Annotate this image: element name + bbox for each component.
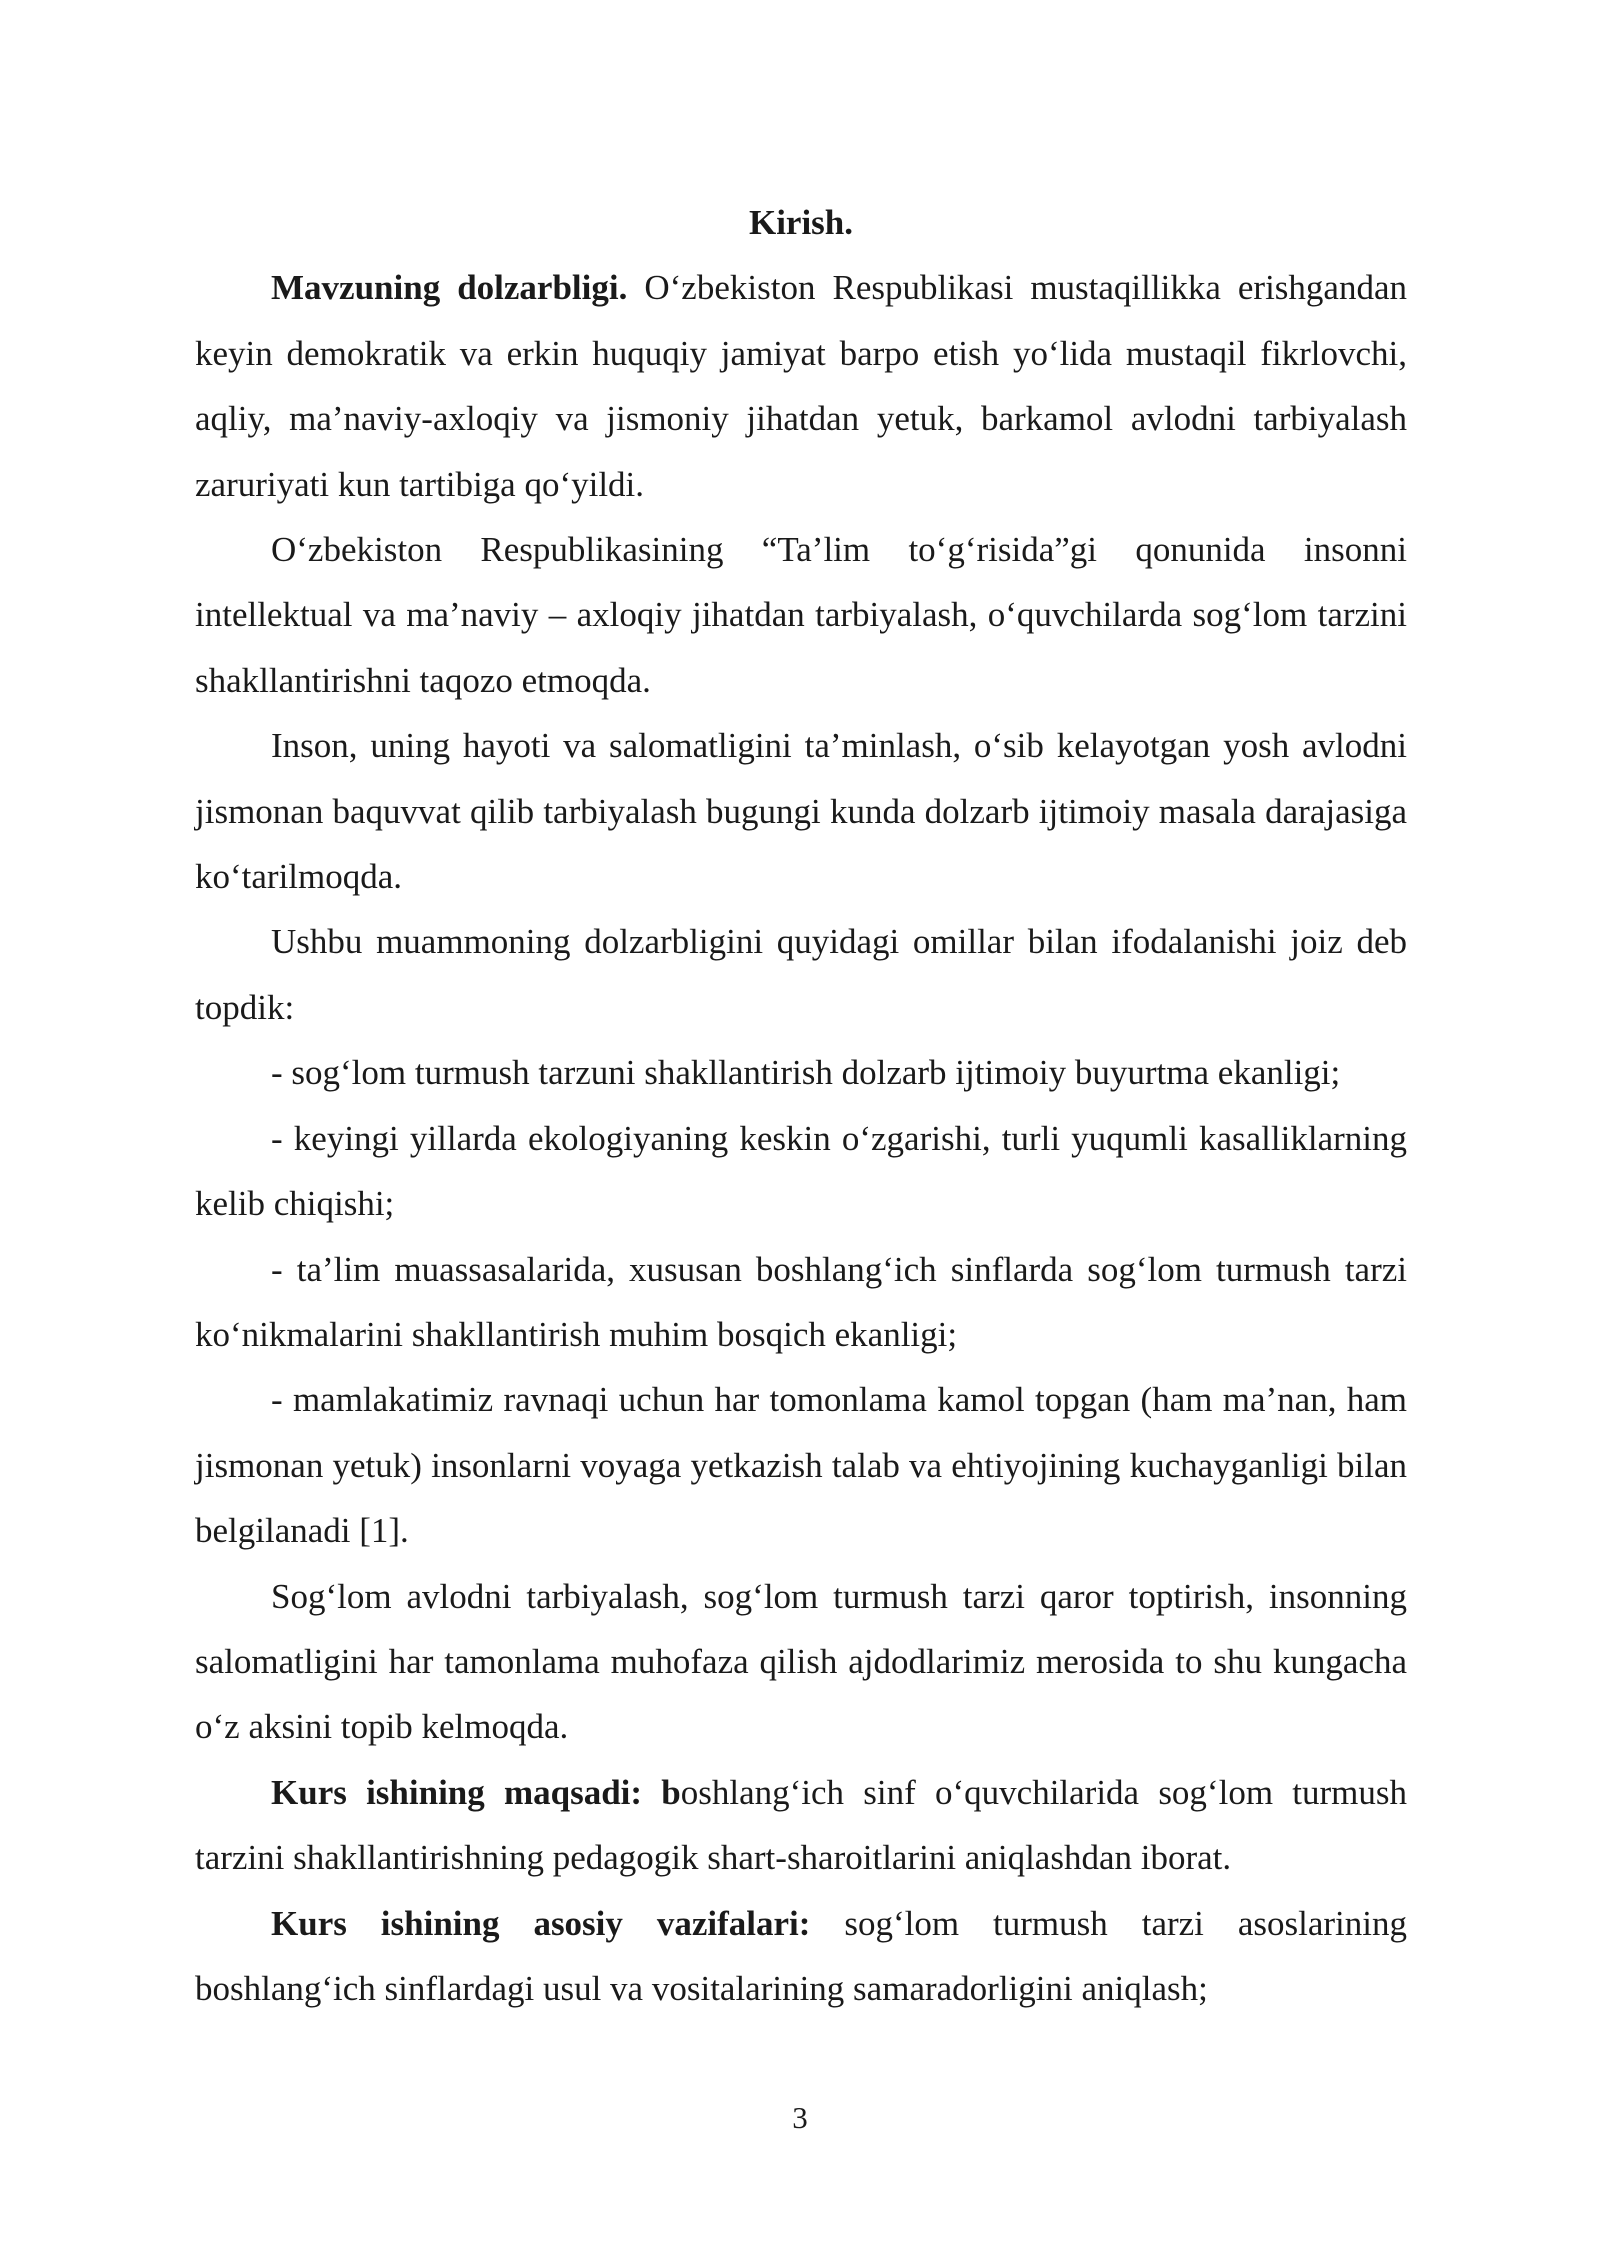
- paragraph-lead: Mavzuning dolzarbligi.: [271, 268, 628, 308]
- paragraph-text: - ta’lim muassasalarida, xususan boshlang‘ich sinflarda sog‘lom turmush tarzi ko‘nikmalarini shakllantirish muhim bosqich ekanligi;: [195, 1249, 1407, 1354]
- paragraph-text: sog‘lom turmush tarzi asoslarining boshlang‘ich sinflardagi usul va vositalarining samaradorligini aniqlash;: [195, 1903, 1407, 2008]
- paragraph-text: Ushbu muammoning dolzarbligini quyidagi omillar bilan ifodalanishi joiz deb topdik:: [195, 922, 1407, 1027]
- paragraph: [195, 909, 1407, 1040]
- paragraph-text: O‘zbekiston Respublikasining “Ta’lim to‘g‘risida”gi qonunida insonni intellektual va ma’naviy – axloqiy jihatdan tarbiyalash, o‘quvchilarda sog‘lom tarzini shakllantirishni taqozo etmoqda.: [195, 530, 1407, 700]
- paragraph: [195, 517, 1407, 713]
- document-body: [195, 190, 1407, 2021]
- paragraph-text: Sog‘lom avlodni tarbiyalash, sog‘lom turmush tarzi qaror toptirish, insonning salomatligini har tamonlama muhofaza qilish ajdodlarimiz merosida to shu kungacha o‘z aksini topib kelmoqda.: [195, 1576, 1407, 1747]
- list-item: [195, 1040, 1407, 1105]
- page-number: 3: [792, 2100, 808, 2135]
- list-item: [195, 1367, 1407, 1563]
- paragraph: [195, 1564, 1407, 1760]
- paragraph: [195, 713, 1407, 909]
- section-title: Kirish.: [748, 203, 854, 242]
- paragraph-text: oshlang‘ich sinf o‘quvchilarida sog‘lom turmush tarzini shakllantirishning pedagogik shart-sharoitlarini aniqlashdan iborat.: [195, 1772, 1407, 1878]
- paragraph-text: - mamlakatimiz ravnaqi uchun har tomonlama kamol topgan (ham ma’nan, ham jismonan yetuk) insonlarni voyaga yetkazish talab va ehtiyojining kuchayganligi bilan belgilanadi [1].: [195, 1380, 1407, 1551]
- paragraph-lead: Kurs ishining maqsadi: b: [271, 1772, 681, 1812]
- paragraph-text: O‘zbekiston Respublikasi mustaqillikka erishgandan keyin demokratik va erkin huquqiy jamiyat barpo etish yo‘lida mustaqil fikrlovchi, aqliy, ma’naviy-axloqiy va jismoniy jihatdan yetuk, barkamol avlodni tarbiyalash zaruriyati kun tartibiga qo‘yildi.: [195, 268, 1407, 504]
- paragraph-tasks: [195, 1891, 1407, 2022]
- paragraph-relevance: [195, 255, 1407, 517]
- paragraph-text: - keyingi yillarda ekologiyaning keskin o‘zgarishi, turli yuqumli kasalliklarning kelib chiqishi;: [195, 1118, 1407, 1224]
- paragraph-text: - sog‘lom turmush tarzuni shakllantirish dolzarb ijtimoiy buyurtma ekanligi;: [271, 1053, 1341, 1093]
- paragraph-text: Inson, uning hayoti va salomatligini ta’minlash, o‘sib kelayotgan yosh avlodni jismonan baquvvat qilib tarbiyalash bugungi kunda dolzarb ijtimoiy masala darajasiga ko‘tarilmoqda.: [195, 726, 1407, 897]
- list-item: [195, 1237, 1407, 1368]
- paragraph-lead: Kurs ishining asosiy vazifalari:: [271, 1903, 811, 1943]
- paragraph-goal: [195, 1760, 1407, 1891]
- list-item: [195, 1106, 1407, 1237]
